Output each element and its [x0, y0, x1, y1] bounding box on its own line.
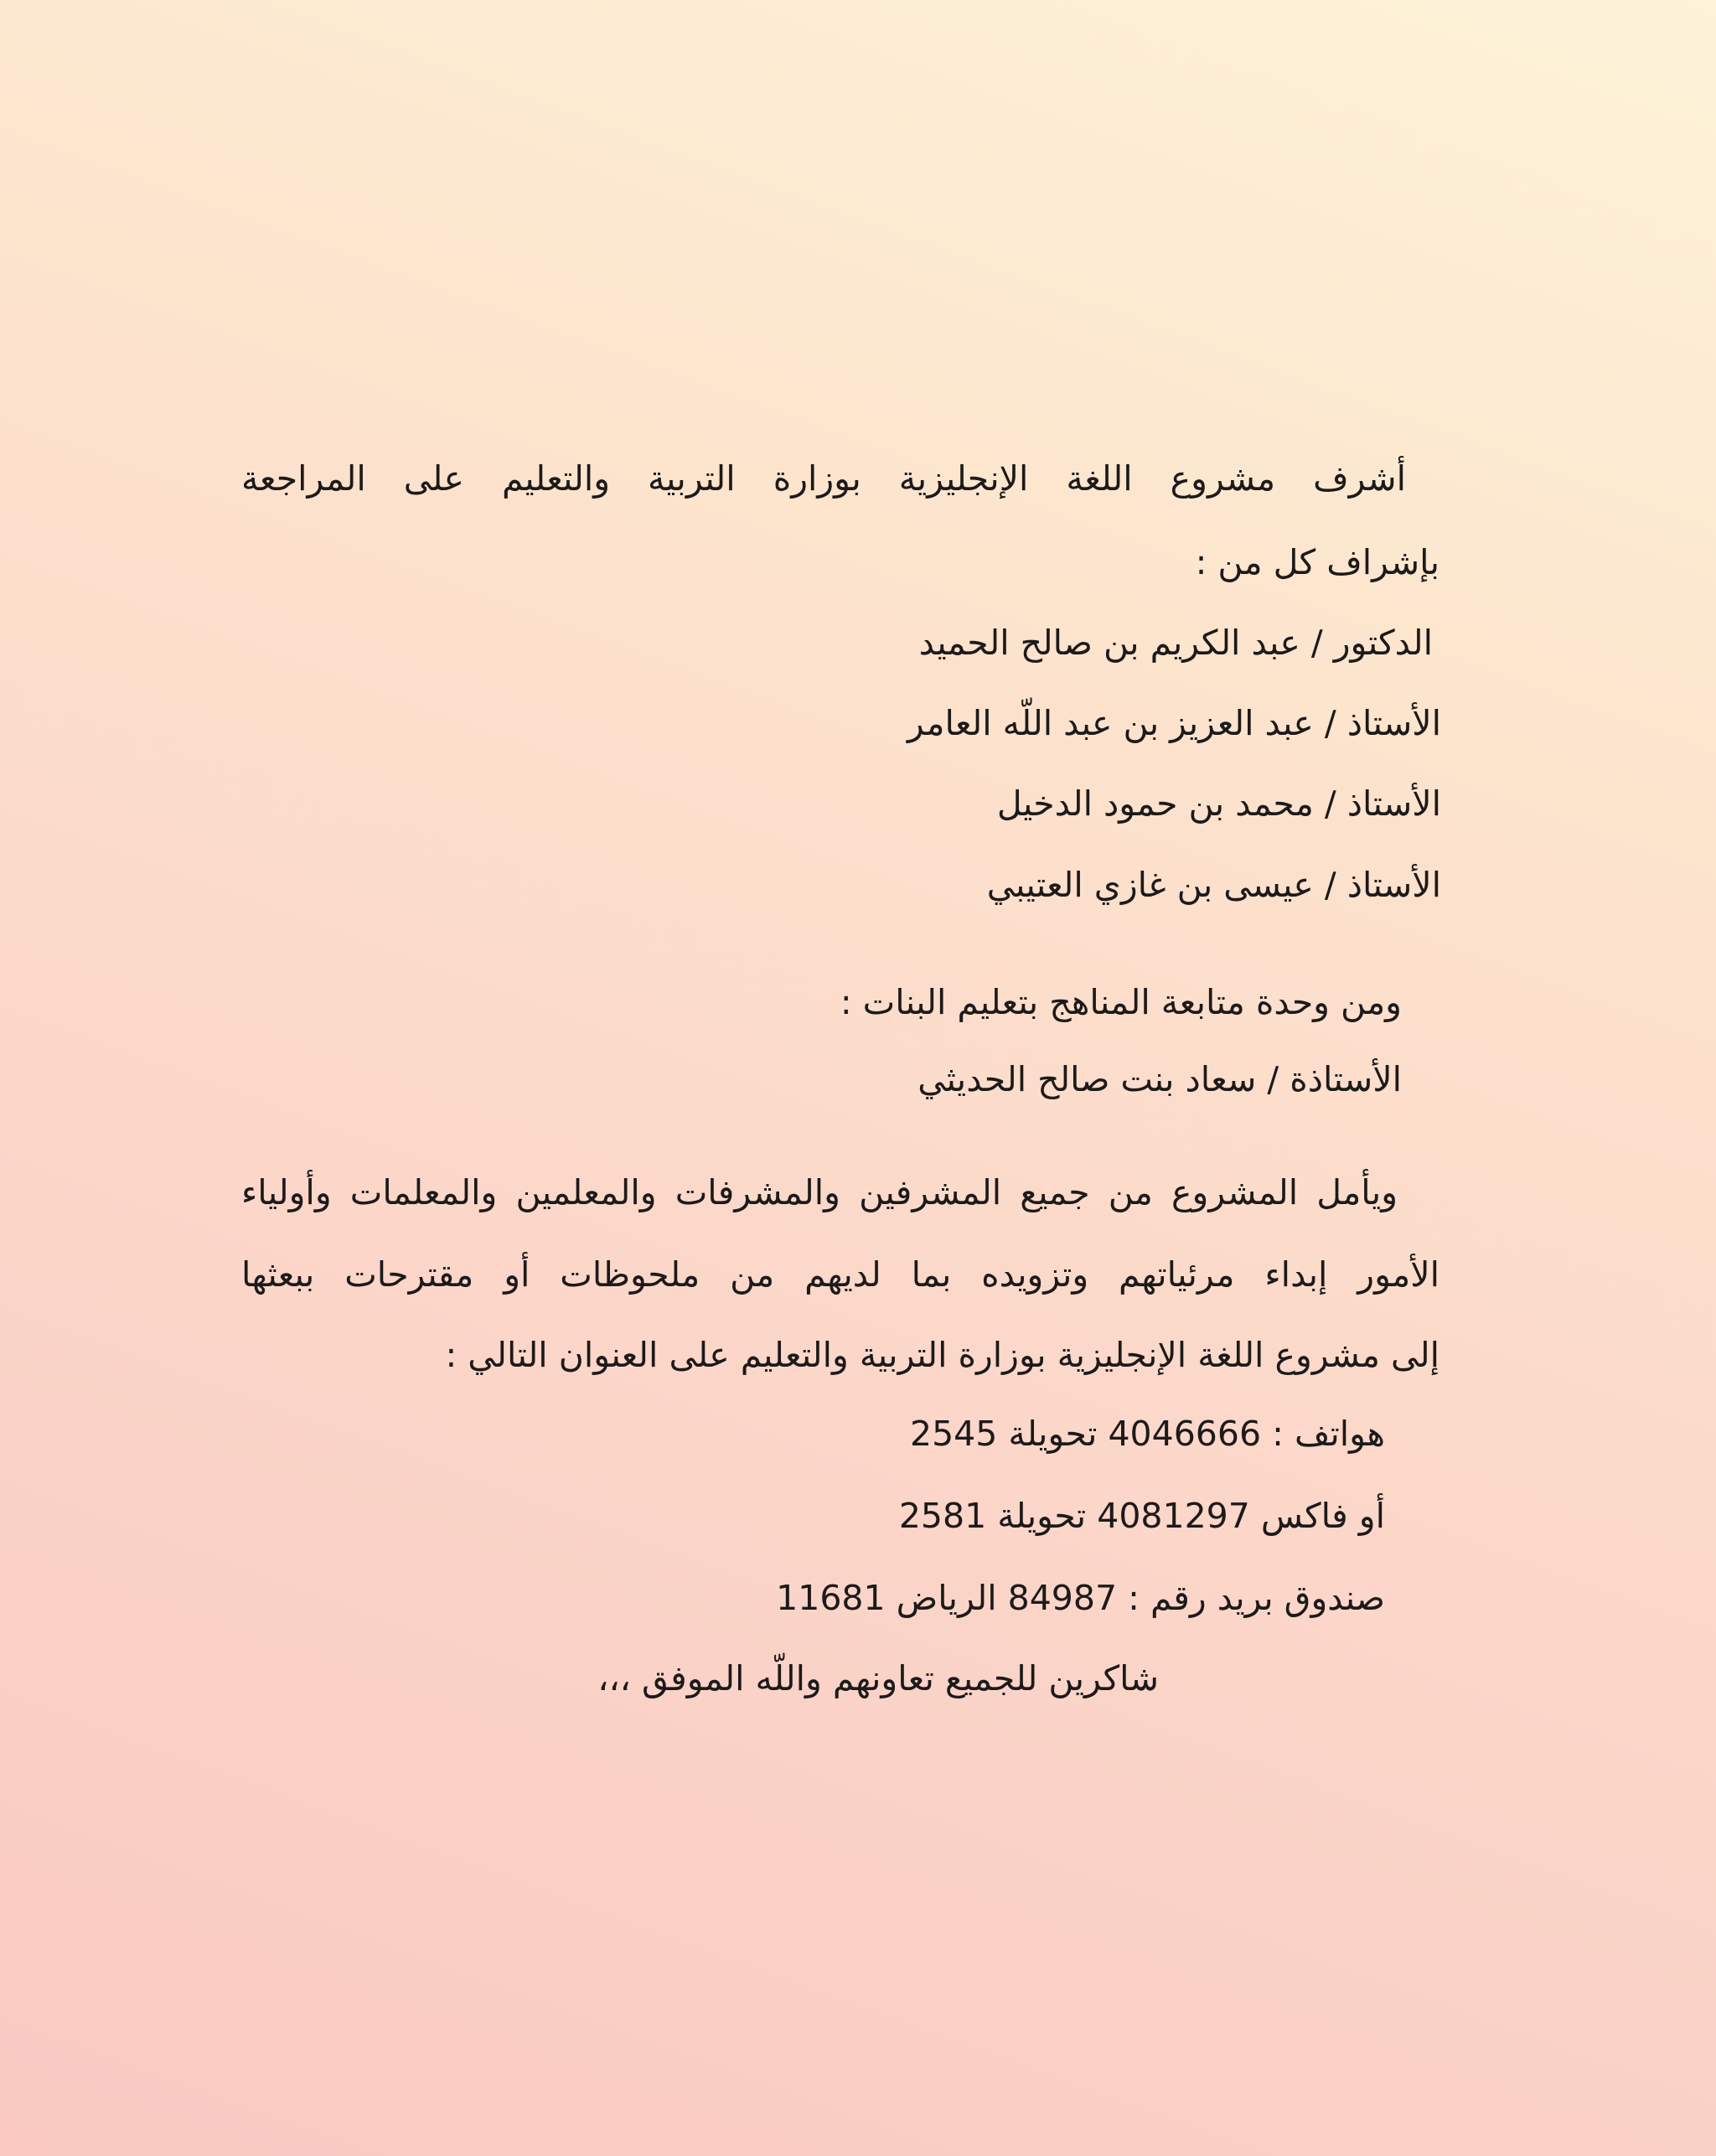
contact-pobox: صندوق بريد رقم : 84987 الرياض 11681: [776, 1578, 1385, 1618]
girls-unit-heading: ومن وحدة متابعة المناهج بتعليم البنات :: [840, 982, 1402, 1022]
supervisor-1: الدكتور / عبد الكريم بن صالح الحميد: [918, 623, 1433, 663]
intro-line-1: أشرف مشروع اللغة الإنجليزية بوزارة التربية والتعليم على المراجعة: [241, 458, 1406, 499]
request-line-2: الأمور إبداء مرئياتهم وتزويده بما لديهم من ملحوظات أو مقترحات ببعثها: [241, 1254, 1439, 1295]
contact-fax: أو فاكس 4081297 تحويلة 2581: [898, 1496, 1385, 1536]
request-line-1: ويأمل المشروع من جميع المشرفين والمشرفات والمعلمين والمعلمات وأولياء: [241, 1172, 1398, 1212]
supervisor-4: الأستاذ / عيسى بن غازي العتيبي: [986, 865, 1441, 905]
request-line-3: إلى مشروع اللغة الإنجليزية بوزارة التربية والتعليم على العنوان التالي :: [445, 1335, 1439, 1375]
supervisor-2: الأستاذ / عبد العزيز بن عبد اللّه العامر: [907, 703, 1441, 743]
supervisor-3: الأستاذ / محمد بن حمود الدخيل: [996, 783, 1441, 824]
girls-unit-member: الأستاذة / سعاد بنت صالح الحديثي: [917, 1059, 1402, 1099]
closing-line: شاكرين للجميع تعاونهم واللّه الموفق ،،،: [597, 1658, 1159, 1698]
contact-phones: هواتف : 4046666 تحويلة 2545: [910, 1414, 1385, 1454]
intro-line-2: بإشراف كل من :: [1195, 542, 1439, 582]
